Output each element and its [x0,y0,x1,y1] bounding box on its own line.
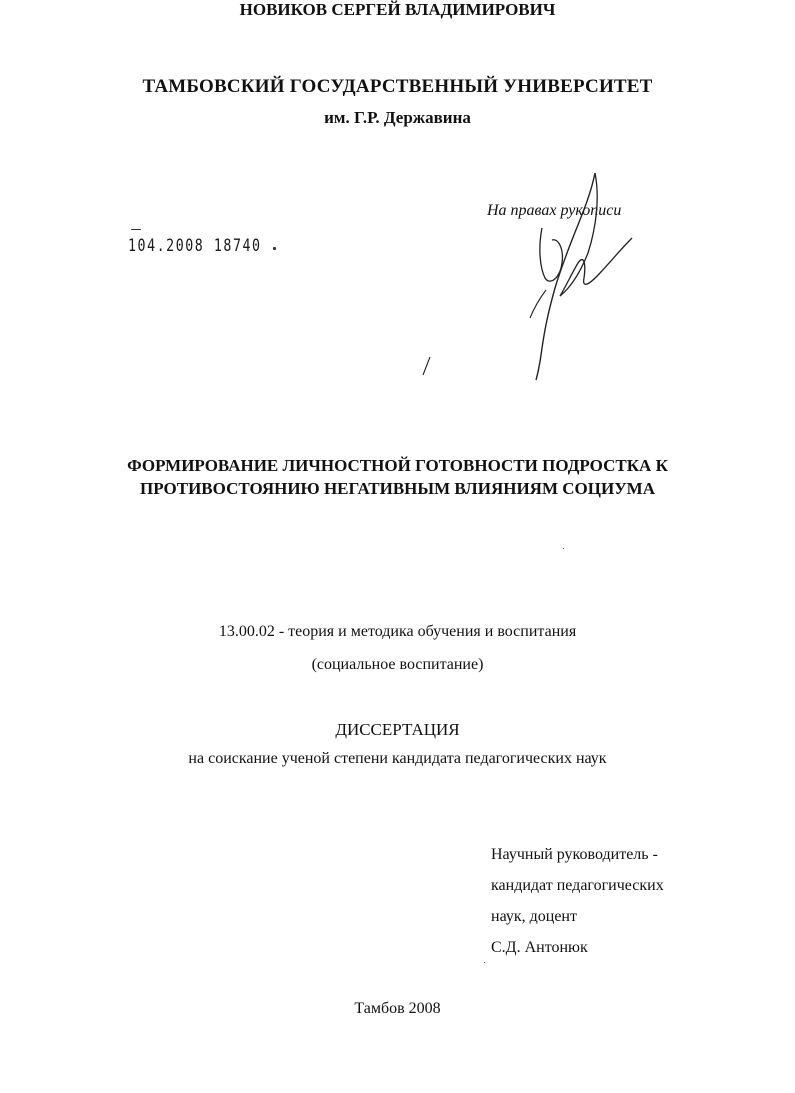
supervisor-line-1: Научный руководитель - [491,846,658,863]
handwritten-signature-icon [500,168,650,383]
specialty-subfield: (социальное воспитание) [311,656,484,673]
stamp-mark-icon [131,229,141,230]
supervisor-name: С.Д. Антонюк [491,939,588,956]
specialty-code: 13.00.02 - теория и методика обучения и воспитания [218,623,577,640]
dissertation-title-line-1: ФОРМИРОВАНИЕ ЛИЧНОСТНОЙ ГОТОВНОСТИ ПОДРОСТКА К [127,456,668,475]
dissertation-title-line-2: ПРОТИВОСТОЯНИЮ НЕГАТИВНЫМ ВЛИЯНИЯМ СОЦИУМА [140,479,655,498]
supervisor-line-3: наук, доцент [491,908,577,925]
author-name: НОВИКОВ СЕРГЕЙ ВЛАДИМИРОВИЧ [239,0,556,19]
speck-icon [484,962,485,963]
manuscript-note: На правах рукописи [487,202,622,219]
pen-tick-icon [420,356,432,376]
degree-statement: на соискание ученой степени кандидата педагогических наук [188,750,607,767]
stamp-dot-icon [273,247,276,250]
library-stamp-number: 104.2008 18740 [128,236,262,256]
supervisor-line-2: кандидат педагогических [491,877,664,894]
city-and-year: Тамбов 2008 [354,1000,441,1017]
document-type: ДИССЕРТАЦИЯ [335,720,460,739]
university-named-after: им. Г.Р. Державина [324,108,471,127]
speck-icon [563,548,564,549]
university-name: ТАМБОВСКИЙ ГОСУДАРСТВЕННЫЙ УНИВЕРСИТЕТ [142,76,653,97]
